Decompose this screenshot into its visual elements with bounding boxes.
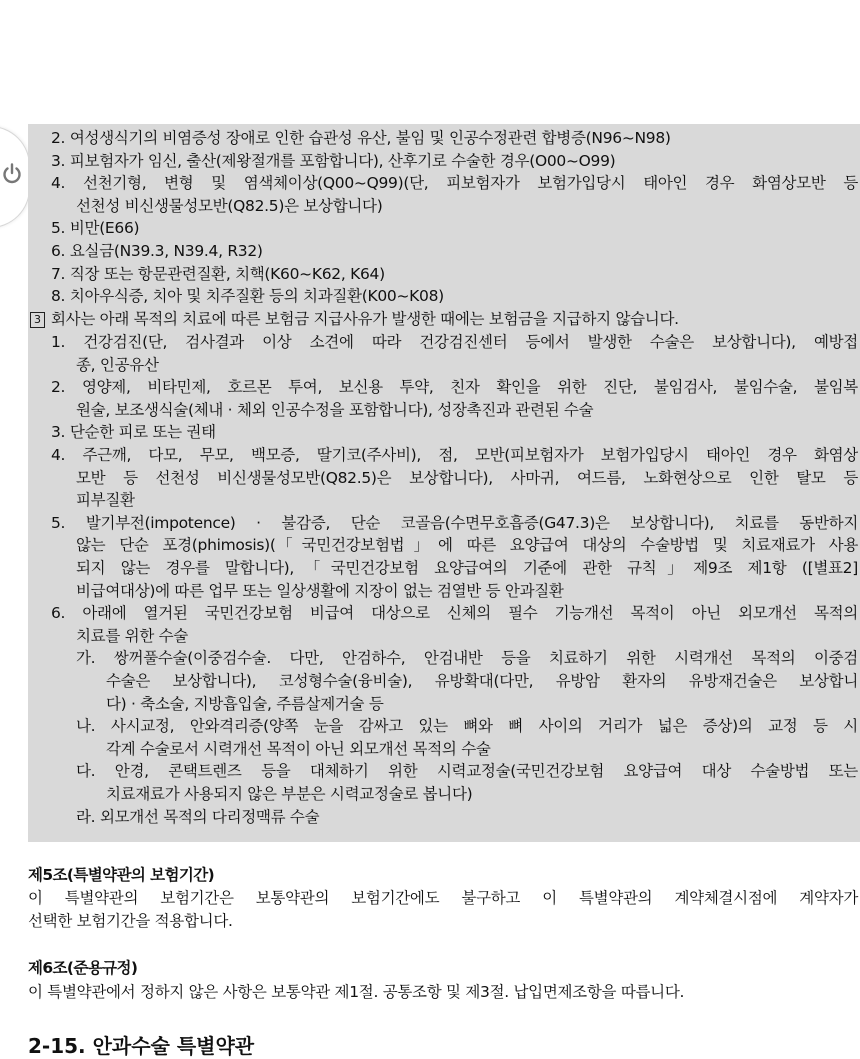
list-item: 3. 피보험자가 임신, 출산(제왕절개를 포함합니다), 산후기로 수술한 경우(O00~O99) bbox=[51, 151, 616, 170]
list-item: 2. 여성생식기의 비염증성 장애로 인한 습관성 유산, 불임 및 인공수정관련 합병증(N96~N98) bbox=[51, 129, 671, 147]
sub-list-item-continuation: 수술은 보상합니다), 코성형수술(융비술), 유방확대(다만, 유방암 환자의 유방재건술은 보상합니 bbox=[106, 672, 858, 690]
list-item: 3. 단순한 피로 또는 권태 bbox=[51, 423, 216, 442]
list-item: 4. 선천기형, 변형 및 염색체이상(Q00~Q99)(단, 피보험자가 보험가입당시 태아인 경우 화염상모반 등 bbox=[51, 174, 858, 193]
clause-number-box: 3 bbox=[30, 312, 45, 328]
list-item-continuation: 종, 인공유산 bbox=[76, 355, 159, 374]
list-item-continuation: 않는 단순 포경(phimosis)(「국민건강보험법」에 따른 요양급여 대상의 수술방법 및 치료재료가 사용 bbox=[76, 536, 858, 555]
list-item: 8. 치아우식증, 치아 및 치주질환 등의 치과질환(K00~K08) bbox=[51, 287, 444, 306]
list-item-continuation: 선천성 비신생물성모반(Q82.5)은 보상합니다) bbox=[76, 196, 383, 215]
sub-list-item: 라. 외모개선 목적의 다리정맥류 수술 bbox=[76, 807, 320, 826]
list-item: 6. 요실금(N39.3, N39.4, R32) bbox=[51, 242, 263, 260]
list-item: 1. 건강검진(단, 검사결과 이상 소견에 따라 건강검진센터 등에서 발생한 수술은 보상합니다), 예방접 bbox=[51, 333, 858, 351]
list-item-continuation: 되지 않는 경우를 말합니다),「국민건강보험 요양급여의 기준에 관한 규칙」제9조 제1항 ([별표2] bbox=[76, 559, 858, 577]
clause-3-intro: 3 회사는 아래 목적의 치료에 따른 보험금 지급사유가 발생한 때에는 보험금을 지급하지 않습니다. bbox=[28, 308, 860, 331]
sub-list-item: 가. 쌍꺼풀수술(이중검수술. 다만, 안검하수, 안검내반 등을 치료하기 위한 시력개선 목적의 이중검 bbox=[76, 649, 858, 668]
list-item: 5. 발기부전(impotence) · 불감증, 단순 코골음(수면무호흡증(G47.3)은 보상합니다), 치료를 동반하지 bbox=[51, 513, 858, 532]
sub-list-item: 나. 사시교정, 안와격리증(양쪽 눈을 감싸고 있는 뼈와 뼈 사이의 거리가 넓은 증상)의 교정 등 시 bbox=[76, 717, 858, 736]
sub-list-item-continuation: 치료재료가 사용되지 않은 부분은 시력교정술로 봅니다) bbox=[106, 785, 473, 803]
list-item-continuation: 비급여대상)에 따른 업무 또는 일상생활에 지장이 없는 검열반 등 안과질환 bbox=[76, 581, 564, 600]
list-item-continuation: 원술, 보조생식술(체내 · 체외 인공수정을 포함합니다), 성장촉진과 관련된 수술 bbox=[76, 400, 594, 419]
list-item: 5. 비만(E66) bbox=[51, 219, 140, 238]
power-icon[interactable] bbox=[0, 160, 24, 188]
list-item: 2. 영양제, 비타민제, 호르몬 투여, 보신용 투약, 친자 확인을 위한 진단, 불임검사, 불임수술, 불임복 bbox=[51, 378, 858, 397]
shaded-clause-block bbox=[28, 124, 860, 842]
list-item-continuation: 치료를 위한 수술 bbox=[76, 626, 188, 645]
sub-list-item: 다. 안경, 콘택트렌즈 등을 대체하기 위한 시력교정술(국민건강보험 요양급여 대상 수술방법 또는 bbox=[76, 762, 858, 781]
sub-list-item-continuation: 각계 수술로서 시력개선 목적이 아닌 외모개선 목적의 수술 bbox=[106, 739, 491, 758]
list-item: 7. 직장 또는 항문관련질환, 치핵(K60~K62, K64) bbox=[51, 264, 385, 283]
article-5-title: 제5조(특별약관의 보험기간) bbox=[28, 866, 215, 884]
article-5-body-line: 이 특별약관의 보험기간은 보통약관의 보험기간에도 불구하고 이 특별약관의 계약체결시점에 계약자가 bbox=[28, 889, 858, 907]
next-section-heading: 2-15. 안과수술 특별약관 bbox=[28, 1034, 255, 1058]
list-item-continuation: 피부질환 bbox=[76, 491, 135, 510]
list-item-continuation: 모반 등 선천성 비신생물성모반(Q82.5)은 보상합니다), 사마귀, 여드름, 노화현상으로 인한 탈모 등 bbox=[76, 468, 858, 487]
blank-page-top bbox=[0, 0, 860, 124]
list-item: 4. 주근깨, 다모, 무모, 백모증, 딸기코(주사비), 점, 모반(피보험자가 보험가입당시 태아인 경우 화염상 bbox=[51, 446, 858, 464]
sub-list-item-continuation: 다) · 축소술, 지방흡입술, 주름살제거술 등 bbox=[106, 694, 384, 713]
article-6-title: 제6조(준용규정) bbox=[28, 959, 138, 977]
article-5-body-line: 선택한 보험기간을 적용합니다. bbox=[28, 912, 233, 930]
article-6-body-line: 이 특별약관에서 정하지 않은 사항은 보통약관 제1절. 공통조항 및 제3절. 납입면제조항을 따릅니다. bbox=[28, 983, 685, 1001]
list-item: 6. 아래에 열거된 국민건강보험 비급여 대상으로 신체의 필수 기능개선 목적이 아닌 외모개선 목적의 bbox=[51, 604, 858, 623]
